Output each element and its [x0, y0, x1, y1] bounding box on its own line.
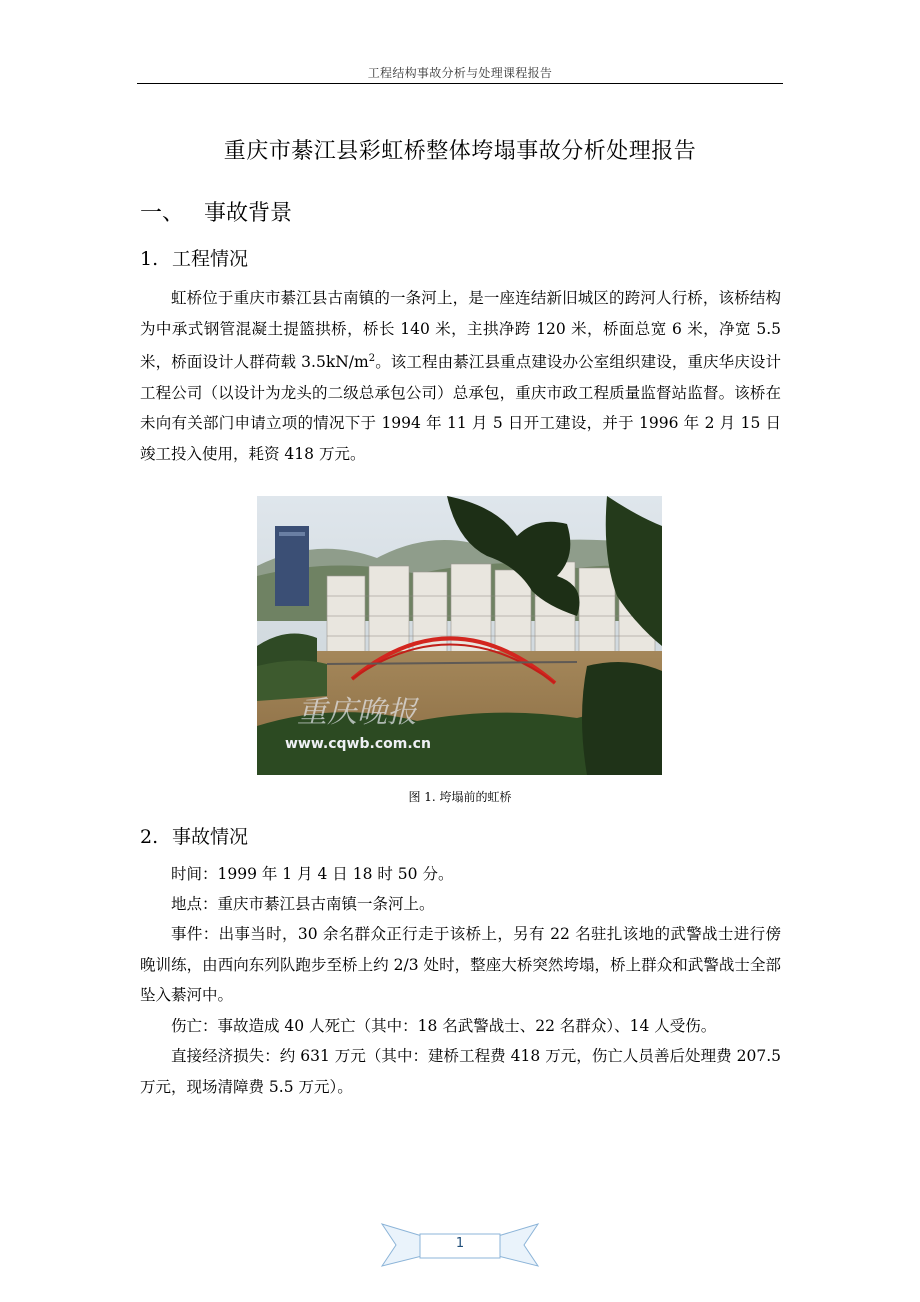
page-number: 1	[455, 1236, 465, 1251]
detail-casualties: 伤亡：事故造成 40 人死亡（其中：18 名武警战士、22 名群众）、14 人受伤。	[171, 1017, 717, 1035]
subsection-title: 工程情况	[172, 248, 249, 270]
page-header: 工程结构事故分析与处理课程报告	[367, 66, 553, 80]
subsection-title: 事故情况	[172, 826, 249, 848]
section-heading-1	[140, 196, 292, 227]
subsection-number: 2.	[140, 826, 159, 848]
detail-place: 地点：重庆市綦江县古南镇一条河上。	[171, 895, 435, 913]
subsection-number: 1.	[140, 248, 159, 270]
section-number: 一、	[140, 201, 185, 226]
document-title: 重庆市綦江县彩虹桥整体垮塌事故分析处理报告	[223, 139, 697, 164]
header-rule	[137, 83, 783, 84]
detail-loss: 直接经济损失：约 631 万元（其中：建桥工程费 418 万元，伤亡人员善后处理费 207.5 万元，现场清障费 5.5 万元）。	[140, 1047, 781, 1096]
detail-time: 时间：1999 年 1 月 4 日 18 时 50 分。	[171, 865, 454, 883]
figure-caption: 图 1. 垮塌前的虹桥	[408, 790, 512, 804]
subsection-heading-1	[140, 244, 248, 271]
detail-event: 事件：出事当时，30 余名群众正行走于该桥上，另有 22 名驻扎该地的武警战士进行傍晚训练，由西向东列队跑步至桥上约 2/3 处时，整座大桥突然垮塌，桥上群众和武警战士全部坠入綦河中。	[140, 925, 781, 1004]
section-title: 事故背景	[204, 201, 293, 226]
watermark-text: 重庆晚报	[297, 695, 417, 730]
subsection-heading-2	[140, 822, 248, 849]
paragraph-project: 虹桥位于重庆市綦江县古南镇的一条河上，是一座连结新旧城区的跨河人行桥，该桥结构为中承式钢管混凝土提篮拱桥，桥长 140 米，主拱净跨 120 米，桥面总宽 6 米，净宽 5.5 米，桥面设计人群荷载 $3.5kN/m^2$。该工程由綦江县重点建设办公室组织建设，重庆华庆设计工程公司（以设计为龙头的二级总承包公司）总承包，重庆市政工程质量监督站监督。该桥在未向有关部门申请立项的情况下于 1994 年 11 月 5 日开工建设，并于 1996 年 2 月 15 日竣工投入使用，耗资 418 万元。	[140, 289, 782, 463]
bridge-photo	[257, 496, 662, 775]
watermark-url: www.cqwb.com.cn	[285, 736, 431, 752]
